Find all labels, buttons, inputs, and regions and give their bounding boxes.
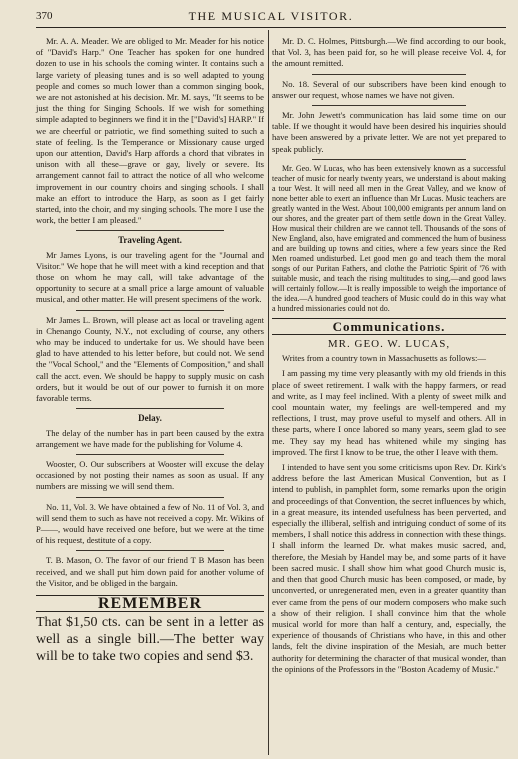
divider [312,159,466,160]
meader-notice: Mr. A. A. Meader. We are obliged to Mr. Meader for his notice of "David's Harp." One Teacher has spoken for one hundred dozen to use in his schools the coming winter. It contains such a large variety of pleasing tunes and is so well adapted to young people and comes so much lower than a common singing book, we are not astonished at his decision. Mr. M. says, "It seems to be just the thing for Singing Schools. If we wish for something simple adapted to beginners we find it in the ["David's] HARP." If we are cheerful or patriotic, we find something suited to such a state of feeling. Is the Temperance or Missionary cause urged upon our attention, David's Harp affords a chord that vibrates in unison with all these—grave or gay, lively or severe. Its arrangement cannot fail to attract the notice of all who welcome improvement in our country choirs and singing schools. I shall make an effort to introduce the Harp, as soon as I get fairly started, into the choir, and my singing schools. The more I use the work, the better I am pleased." [36,36,264,226]
divider [312,74,466,75]
column-divider [268,30,269,755]
lucas-notice: Mr. Geo. W Lucas, who has been extensively known as a successful teacher of music for nearly twenty years, we understand is about making a tour West. It will need all men in the Great Valley, and we know of none better able to exert an influence than Mr Lucas. Music teachers are greatly wanted in the West. About 100,000 emigrants per annum land on our shores, and the greater part of them settle down in the Great Valley. How musical their children are we cannot tell. Thousands of the sons of New England, also, have emigrated and commenced the hum of business and are building up towns and cities, where a few years since the Red Men roamed undisturbed. Let good men go and teach them the moral songs of our Puritan Fathers, and clothe the Patriotic Spirit of '76 with suitable music, and teach the rising multitudes to sing,—and good laws will certainly follow.—It is really impossible to weigh the importance of the idea.—A hundred good teachers of Music could do in this way what a hundred missionaries could not do. [272,163,506,313]
right-column [272,36,506,679]
mason-notice: T. B. Mason, O. The favor of our friend T B Mason has been received, and we shall put him down paid for another volume of the Visitor, and be obliged in the bargain. [36,555,264,588]
delay-heading: Delay. [138,413,162,424]
traveling-agent-heading: Traveling Agent. [118,235,182,246]
divider [76,454,224,455]
page-number: 370 [36,10,53,22]
communications-heading: Communications. [272,318,506,335]
lyons-notice: Mr James Lyons, is our traveling agent for the "Journal and Visitor." We hope that he will meet with a kind reception and that those on whom he may call, will take advantage of the opportunity to secure at a small price a large amount of valuable musical, and other matter. He will present specimens of the work. [36,249,264,305]
no18-notice: No. 18. Several of our subscribers have been kind enough to answer our request, whose names we have not given. [272,78,506,100]
article-intro: Writes from a country town in Massachusetts as follows:— [282,353,486,364]
divider [76,310,224,311]
brown-notice: Mr James L. Brown, will please act as local or traveling agent in Chenango County, N.Y., not excluding of course, any others who may be induced to undertake for us. We should have been glad to have attended to his letter before, but could not. We send the "Vocal School," and the "Elements of Composition," and shall call the acct. even. We should be happy to supply music on cash orders, but it would be out of our power to furnish it on more favorable terms. [36,314,264,404]
publication-title: THE MUSICAL VISITOR. [188,9,354,23]
divider [76,408,224,409]
remember-text: That $1,50 cts. can be sent in a letter as well as a single bill.—The better way will be to take two copies and send $3. [36,615,264,665]
article-title: MR. GEO. W. LUCAS, [327,338,451,351]
article-paragraph-2: I intended to have sent you some criticisms upon Rev. Dr. Kirk's address before the last American Musical Convention, but as I intend to publish, in pamphlet form, some remarks upon the origin and proceedings of that Convention, the secret influences by which, in a great measure, its intended usefulness has been perverted, and especially the illiberal, selfish and intriguing conduct of some of its members, I shall notice this address in connection with these things. I shall inform the learned Dr. what makes music sacred, and, therefore, the Mesiah by Handel may be, and some parts of it have been sacred music. I shall show him what good Church music is, and then that good Church music has been composed, or made, by unconverted, or unregenerated men, even in a greater quantity than ever came from the pens of our modern composers who make such a show of their religion. I shall convince him that the whole musical world for more than half a century, and, especially, the experience of thousands of Christians who have, in this and other lands, felt the divine inspiration of the Mesiah, are much better authority for determining the character of that musical wonder, than the opinions of the Professors in the "Boston Academy of Music." [272,462,506,674]
wooster-notice: Wooster, O. Our subscribers at Wooster will excuse the delay occasioned by not posting their names as soon as usual. If any numbers are missing we will send them. [36,458,264,492]
article-paragraph-1: I am passing my time very pleasantly with my old friends in this place of sweet retirement. I walk with the happy farmers, or read and write, as I may feel inclined. With a plenty of sweet milk and cool mountain water, my feelings are well-tempered and my reflections, I trust, may prove useful to myself and others. All in these parts, where I once labored so many years, seem glad to see me. They say my head has whitened while my singing has improved. The first I know to be true, the other I leave with them. [272,368,506,457]
divider [76,230,224,231]
vol3-notice: No. 11, Vol. 3. We have obtained a few of No. 11 of Vol. 3, and will send them to such as have not received a copy. Mr. Wikins of P——, would have received one before, but we were at the time of his request, destitute of a copy. [36,501,264,546]
divider [312,105,466,106]
holmes-notice: Mr. D. C. Holmes, Pittsburgh.—We find according to our book, that Vol. 3, has been paid for, so he will please receive Vol. 4, for the amount remitted. [272,36,506,69]
header-rule [36,27,506,28]
jewett-notice: Mr. John Jewett's communication has laid some time on our table. If we thought it would have been desired his inquiries should have been answered by a private letter. We are not yet prepared to speak publicly. [272,110,506,154]
divider [76,497,224,498]
left-column [36,36,264,665]
remember-heading: REMEMBER [36,595,264,612]
delay-notice: The delay of the number has in part been caused by the extra arrangement we have made for the publishing for Volume 4. [36,427,264,449]
divider [76,550,224,551]
